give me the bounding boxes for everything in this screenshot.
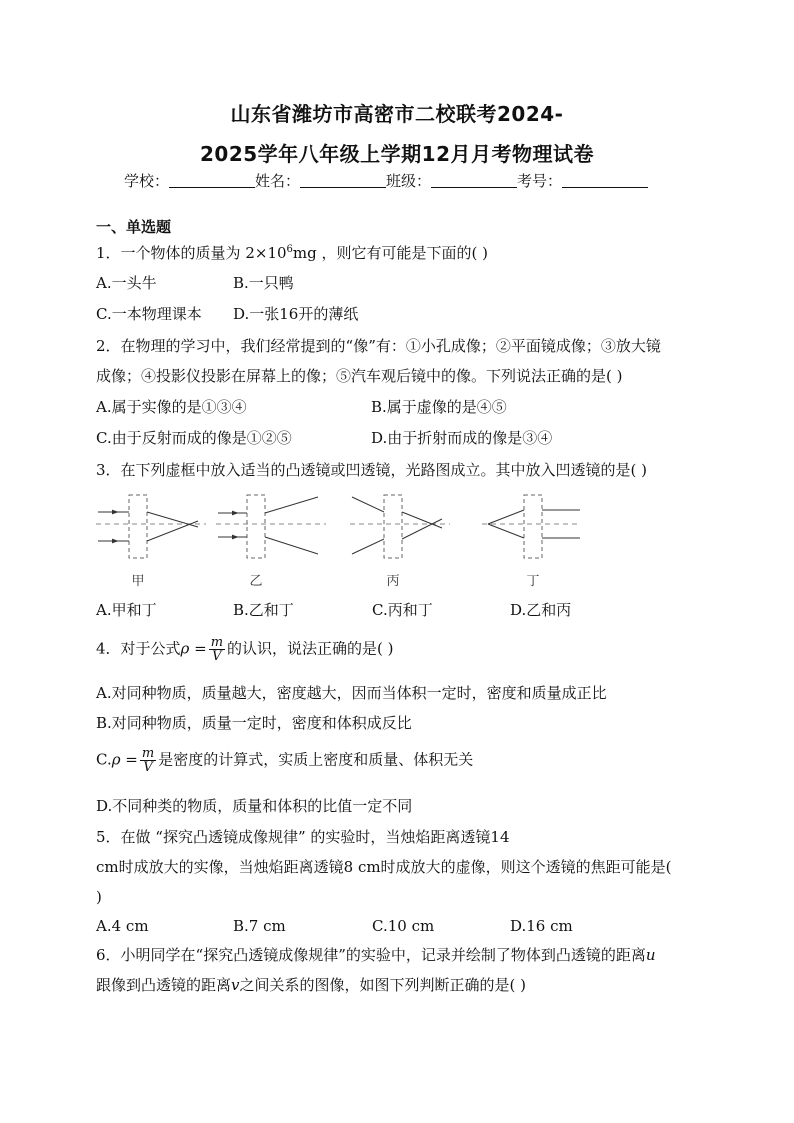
q4-text-post: 的认识，说法正确的是( ) [227, 639, 394, 658]
name-label: 姓名： [255, 172, 301, 190]
q5-option-d: D.16 cm [510, 917, 573, 935]
q6-var-v: v [231, 976, 240, 994]
school-label: 学校： [124, 172, 170, 190]
q4-option-c: C.ρ = $\frac{m}{V}$ 是密度的计算式，实质上密度和质量、体积无关 [96, 746, 474, 775]
q2-option-d: D.由于折射而成的像是③④ [371, 429, 553, 447]
figure-ding [482, 495, 580, 558]
q1-option-d: D.一张16开的薄纸 [233, 305, 359, 323]
question-6-line1: 6．小明同学在“探究凸透镜成像规律”的实验中，记录并绘制了物体到凸透镜的距离u [96, 946, 656, 964]
question-2-line2: 成像；④投影仪投影在屏幕上的像；⑤汽车观后镜中的像。下列说法正确的是( ) [96, 367, 623, 385]
q1-option-a: A.一头牛 [96, 274, 157, 292]
question-3-stem: 3．在下列虚框中放入适当的凸透镜或凹透镜，光路图成立。其中放入凹透镜的是( ) [96, 461, 648, 479]
q4-option-d: D.不同种类的物质，质量和体积的比值一定不同 [96, 797, 413, 815]
q2-option-c: C.由于反射而成的像是①②⑤ [96, 429, 292, 447]
class-label: 班级： [386, 172, 432, 190]
question-1-stem [96, 240, 488, 263]
q1-text-pre: 1．一个物体的质量为 [96, 244, 241, 262]
figure-label-ding: 丁 [526, 574, 540, 589]
question-5-line3: ) [96, 888, 102, 906]
question-4-stem [96, 636, 394, 663]
figure-label-jia: 甲 [131, 574, 145, 589]
q4-rho: ρ = [180, 639, 207, 658]
question-5-line2: cm时成放大的实像，当烛焰距离透镜8 cm时成放大的虚像，则这个透镜的焦距可能是( [96, 858, 672, 876]
class-blank [431, 173, 517, 188]
q2-option-a: A.属于实像的是①③④ [96, 398, 247, 416]
figure-label-bing: 丙 [386, 574, 400, 589]
school-blank [169, 173, 255, 188]
number-blank [562, 173, 648, 188]
q4-text-pre: 4．对于公式 [96, 639, 181, 658]
q3-option-d: D.乙和丙 [510, 601, 572, 619]
q1-mass-value: $2\times 10^6mg$ [245, 244, 317, 262]
q2-option-b: B.属于虚像的是④⑤ [371, 398, 507, 416]
q1-option-b: B.一只鸭 [233, 274, 294, 292]
section-title: 一、单选题 [96, 218, 172, 236]
q5-option-c: C.10 cm [372, 917, 435, 935]
question-5-line1: 5．在做 “探究凸透镜成像规律” 的实验时，当烛焰距离透镜14 [96, 828, 510, 846]
figure-jia [96, 495, 206, 558]
student-info-row [124, 170, 648, 191]
figure-label-yi: 乙 [249, 574, 263, 589]
q3-option-a: A.甲和丁 [96, 601, 157, 619]
q4-option-b: B.对同种物质，质量一定时，密度和体积成反比 [96, 714, 412, 732]
q3-option-b: B.乙和丁 [233, 601, 294, 619]
q1-text-post: ，则它有可能是下面的( ) [321, 244, 488, 262]
lens-light-path-figure [90, 488, 590, 592]
name-blank [300, 173, 386, 188]
q4-option-c-fraction: $\frac{m}{V}$ [141, 746, 155, 775]
number-label: 考号： [517, 172, 563, 190]
q5-option-a: A.4 cm [96, 917, 149, 935]
figure-yi [216, 495, 326, 558]
question-2-line1: 2．在物理的学习中，我们经常提到的“像”有：①小孔成像；②平面镜成像；③放大镜 [96, 337, 661, 355]
page-title-line1: 山东省潍坊市高密市二校联考2024- [230, 102, 564, 126]
q3-option-c: C.丙和丁 [372, 601, 433, 619]
figure-bing [350, 495, 450, 558]
q4-formula-fraction: $\frac{m}{V}$ [210, 635, 224, 664]
q1-option-c: C.一本物理课本 [96, 305, 202, 323]
page-title-line2: 2025学年八年级上学期12月月考物理试卷 [200, 142, 594, 166]
q6-var-u: u [645, 946, 656, 964]
question-6-line2: 跟像到凸透镜的距离v之间关系的图像，如图下列判断正确的是( ) [96, 976, 526, 994]
q4-option-a: A.对同种物质，质量越大，密度越大，因而当体积一定时，密度和质量成正比 [96, 684, 607, 702]
q5-option-b: B.7 cm [233, 917, 286, 935]
